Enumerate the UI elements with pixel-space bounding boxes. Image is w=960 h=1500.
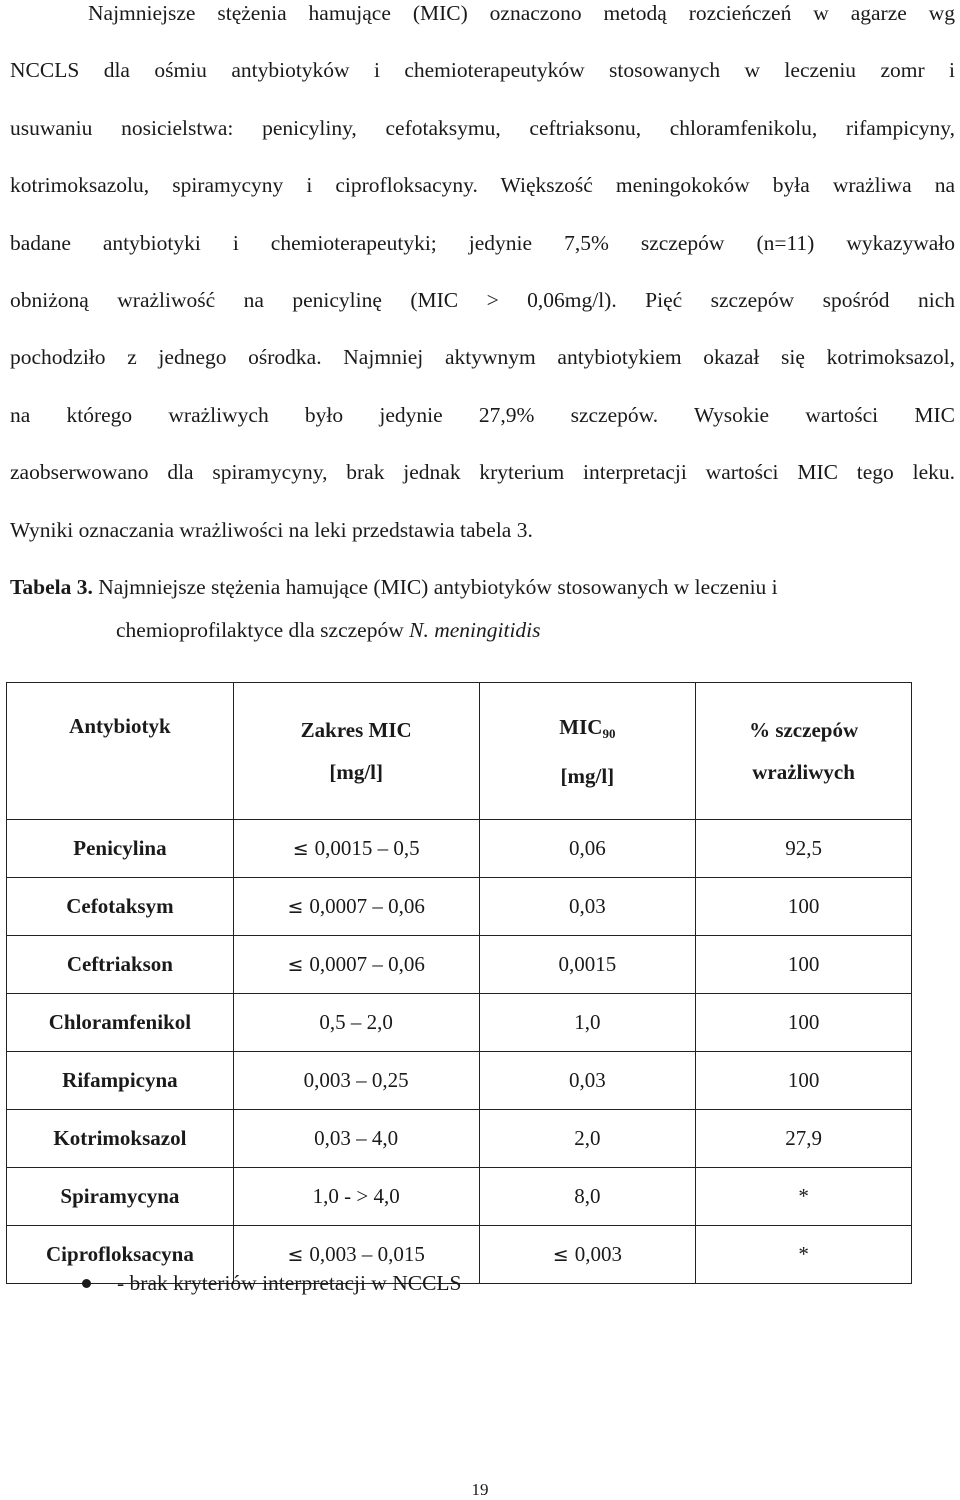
mic90-cell: 0,03 <box>479 1052 696 1110</box>
mic-range-cell: ≤ 0,0015 – 0,5 <box>233 820 479 878</box>
antibiotic-name: Kotrimoksazol <box>7 1110 234 1168</box>
mic-range-cell: ≤ 0,003 – 0,015 <box>233 1226 479 1284</box>
antibiotic-name: Ciprofloksacyna <box>7 1226 234 1284</box>
antibiotic-name: Penicylina <box>7 820 234 878</box>
mic-range-cell: 0,003 – 0,25 <box>233 1052 479 1110</box>
susceptible-pct-cell: 100 <box>696 878 912 936</box>
less-equal-icon: ≤ <box>287 1244 304 1266</box>
paragraph-line: zaobserwowano dla spiramycyny, brak jednak kryterium interpretacji wartości MIC tego leku. <box>10 460 955 485</box>
antibiotic-name: Rifampicyna <box>7 1052 234 1110</box>
footnote-text: - brak kryteriów interpretacji w NCCLS <box>117 1271 462 1295</box>
table-row <box>7 1168 912 1226</box>
paragraph-line: pochodziło z jednego ośrodka. Najmniej aktywnym antybiotykiem okazał się kotrimoksazol, <box>10 345 955 370</box>
susceptible-pct-cell: * <box>696 1226 912 1284</box>
paragraph-line: Wyniki oznaczania wrażliwości na leki przedstawia tabela 3. <box>10 517 533 542</box>
caption-line-2 <box>10 609 955 652</box>
paragraph-line: na którego wrażliwych było jedynie 27,9% szczepów. Wysokie wartości MIC <box>10 402 955 427</box>
mic90-cell: 2,0 <box>479 1110 696 1168</box>
susceptible-pct-cell: 92,5 <box>696 820 912 878</box>
mic90-cell: 1,0 <box>479 994 696 1052</box>
antibiotic-name: Spiramycyna <box>7 1168 234 1226</box>
table-row <box>7 878 912 936</box>
caption-label: Tabela 3. <box>10 575 93 599</box>
paragraph-line: Najmniejsze stężenia hamujące (MIC) oznaczono metodą rozcieńczeń w agarze wg <box>88 1 955 25</box>
paragraph-line: usuwaniu nosicielstwa: penicyliny, cefotaksymu, ceftriaksonu, chloramfenikolu, rifampicyny, <box>10 115 955 140</box>
mic90-cell: 0,03 <box>479 878 696 936</box>
table-row <box>7 994 912 1052</box>
susceptible-pct-cell: 100 <box>696 936 912 994</box>
header-susceptible-pct: % szczepów wrażliwych <box>696 683 912 820</box>
paragraph-line: obniżoną wrażliwość na penicylinę (MIC > 0,06mg/l). Pięć szczepów spośród nich <box>10 288 955 313</box>
susceptible-pct-cell: 100 <box>696 1052 912 1110</box>
caption-species: N. meningitidis <box>409 618 541 642</box>
antibiotic-name: Ceftriakson <box>7 936 234 994</box>
mic-range-cell: 1,0 - > 4,0 <box>233 1168 479 1226</box>
mic-range-cell: 0,5 – 2,0 <box>233 994 479 1052</box>
page-number: 19 <box>471 1480 489 1499</box>
table-row <box>7 820 912 878</box>
table-caption <box>10 566 955 652</box>
susceptible-pct-cell: 27,9 <box>696 1110 912 1168</box>
table-header-row <box>7 683 912 820</box>
mic-range-cell: ≤ 0,0007 – 0,06 <box>233 878 479 936</box>
footnote <box>82 1266 462 1300</box>
mic-range-cell: 0,03 – 4,0 <box>233 1110 479 1168</box>
bullet-icon <box>82 1279 91 1288</box>
mic90-cell: 0,06 <box>479 820 696 878</box>
caption-text: Najmniejsze stężenia hamujące (MIC) antybiotyków stosowanych w leczeniu i <box>92 575 778 599</box>
table-row <box>7 1052 912 1110</box>
body-paragraph <box>10 0 955 559</box>
antibiotic-name: Cefotaksym <box>7 878 234 936</box>
mic-range-cell: ≤ 0,0007 – 0,06 <box>233 936 479 994</box>
mic90-cell: 0,0015 <box>479 936 696 994</box>
susceptible-pct-cell: 100 <box>696 994 912 1052</box>
header-mic-range: Zakres MIC [mg/l] <box>233 683 479 820</box>
paragraph-line: NCCLS dla ośmiu antybiotyków i chemioterapeutyków stosowanych w leczeniu zomr i <box>10 58 955 83</box>
mic90-cell: ≤ 0,003 <box>479 1226 696 1284</box>
antibiotic-name: Chloramfenikol <box>7 994 234 1052</box>
table-row <box>7 936 912 994</box>
mic-table <box>6 682 912 1284</box>
header-antibiotic: Antybiotyk <box>7 683 234 820</box>
less-equal-icon: ≤ <box>287 954 304 976</box>
table-row <box>7 1110 912 1168</box>
less-equal-icon: ≤ <box>287 896 304 918</box>
less-equal-icon: ≤ <box>552 1244 569 1266</box>
susceptible-pct-cell: * <box>696 1168 912 1226</box>
paragraph-line: kotrimoksazolu, spiramycyny i ciprofloksacyny. Większość meningokoków była wrażliwa na <box>10 173 955 198</box>
header-mic90: $MIC_{90}$ [mg/l] <box>479 683 696 820</box>
mic90-cell: 8,0 <box>479 1168 696 1226</box>
less-equal-icon: ≤ <box>292 838 309 860</box>
paragraph-line: badane antybiotyki i chemioterapeutyki; jedynie 7,5% szczepów (n=11) wykazywało <box>10 230 955 255</box>
caption-text-2: chemioprofilaktyce dla szczepów <box>116 618 410 642</box>
